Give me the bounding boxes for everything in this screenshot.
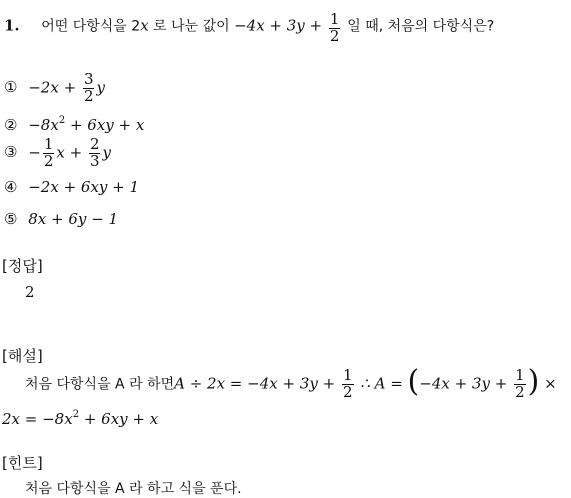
times-symbol: × — [544, 374, 557, 393]
choice-exponent: 2 — [58, 115, 66, 126]
choice-marker: ② — [4, 116, 18, 134]
explanation-exponent: 2 — [72, 409, 80, 420]
choice-4[interactable] — [4, 180, 139, 195]
choice-marker: ③ — [4, 143, 18, 162]
choice-expression-tail: y — [96, 78, 105, 97]
question-fraction — [329, 12, 341, 45]
right-paren: ) — [527, 364, 540, 400]
choice-expression: 8x + 6y − 1 — [28, 210, 119, 228]
choice-1[interactable] — [4, 72, 105, 105]
choice-fraction-denominator: 2 — [43, 151, 54, 170]
choice-marker: ① — [4, 78, 18, 97]
choice-fraction-numerator: 3 — [83, 70, 94, 88]
question-text-before: 어떤 다항식을 2 — [41, 18, 141, 35]
explanation-fraction-denominator: 2 — [342, 382, 353, 401]
answer-value: 2 — [25, 283, 35, 301]
question-line — [4, 10, 494, 43]
explanation-result-tail: + 6xy + x — [79, 410, 159, 428]
explanation-result: 2x = −8x — [2, 410, 73, 428]
choice-fraction-2-numerator: 2 — [89, 135, 100, 153]
answer-label: [정답] — [2, 257, 43, 275]
explanation-paren-expression: −4x + 3y + — [419, 374, 508, 393]
choice-expression-tail: y — [102, 143, 111, 162]
question-expression: −4x + 3y + — [234, 16, 323, 35]
choice-marker: ⑤ — [4, 210, 18, 228]
explanation-equation: A ÷ 2x = −4x + 3y + — [174, 374, 336, 393]
choice-fraction-denominator: 2 — [83, 86, 94, 105]
explanation-fraction — [342, 368, 354, 401]
explanation-fraction-numerator: 1 — [342, 366, 353, 384]
choice-expression: −2x + 6xy + 1 — [28, 178, 140, 196]
question-fraction-denominator: 2 — [329, 26, 340, 45]
choice-fraction — [83, 72, 95, 105]
explanation-paren-fraction — [514, 368, 526, 401]
explanation-line-2 — [2, 410, 158, 427]
choice-expression-mid: x + — [56, 143, 83, 162]
explanation-intro: 처음 다항식을 A 라 하면 — [25, 376, 175, 393]
question-text-after: 일 때, 처음의 다항식은? — [347, 18, 495, 35]
explanation-paren-fraction-numerator: 1 — [515, 366, 525, 384]
left-paren: ( — [407, 364, 420, 400]
choice-2[interactable] — [4, 116, 144, 133]
question-var-x: x — [140, 16, 149, 35]
choice-fraction-2-denominator: 3 — [89, 151, 100, 170]
question-number: 1. — [4, 16, 20, 35]
hint-label: [힌트] — [2, 454, 43, 472]
explanation-line-1 — [25, 364, 557, 401]
choice-fraction — [43, 137, 55, 170]
choice-minus: − — [28, 143, 41, 162]
explanation-label: [해설] — [2, 347, 43, 365]
question-text-mid: 로 나눈 값이 — [148, 18, 235, 35]
explanation-paren-fraction-denominator: 2 — [515, 382, 525, 401]
choice-fraction-2 — [89, 137, 101, 170]
choice-3[interactable] — [4, 137, 111, 170]
explanation-therefore: ∴ A = — [360, 374, 403, 393]
choice-5[interactable] — [4, 212, 118, 227]
hint-text: 처음 다항식을 A 라 하고 식을 푼다. — [25, 481, 242, 497]
question-fraction-numerator: 1 — [329, 10, 340, 28]
choice-fraction-numerator: 1 — [43, 135, 54, 153]
choice-expression-tail: + 6xy + x — [65, 116, 145, 134]
choice-expression: −8x — [28, 116, 59, 134]
choice-expression: −2x + — [28, 78, 77, 97]
choice-marker: ④ — [4, 178, 18, 196]
